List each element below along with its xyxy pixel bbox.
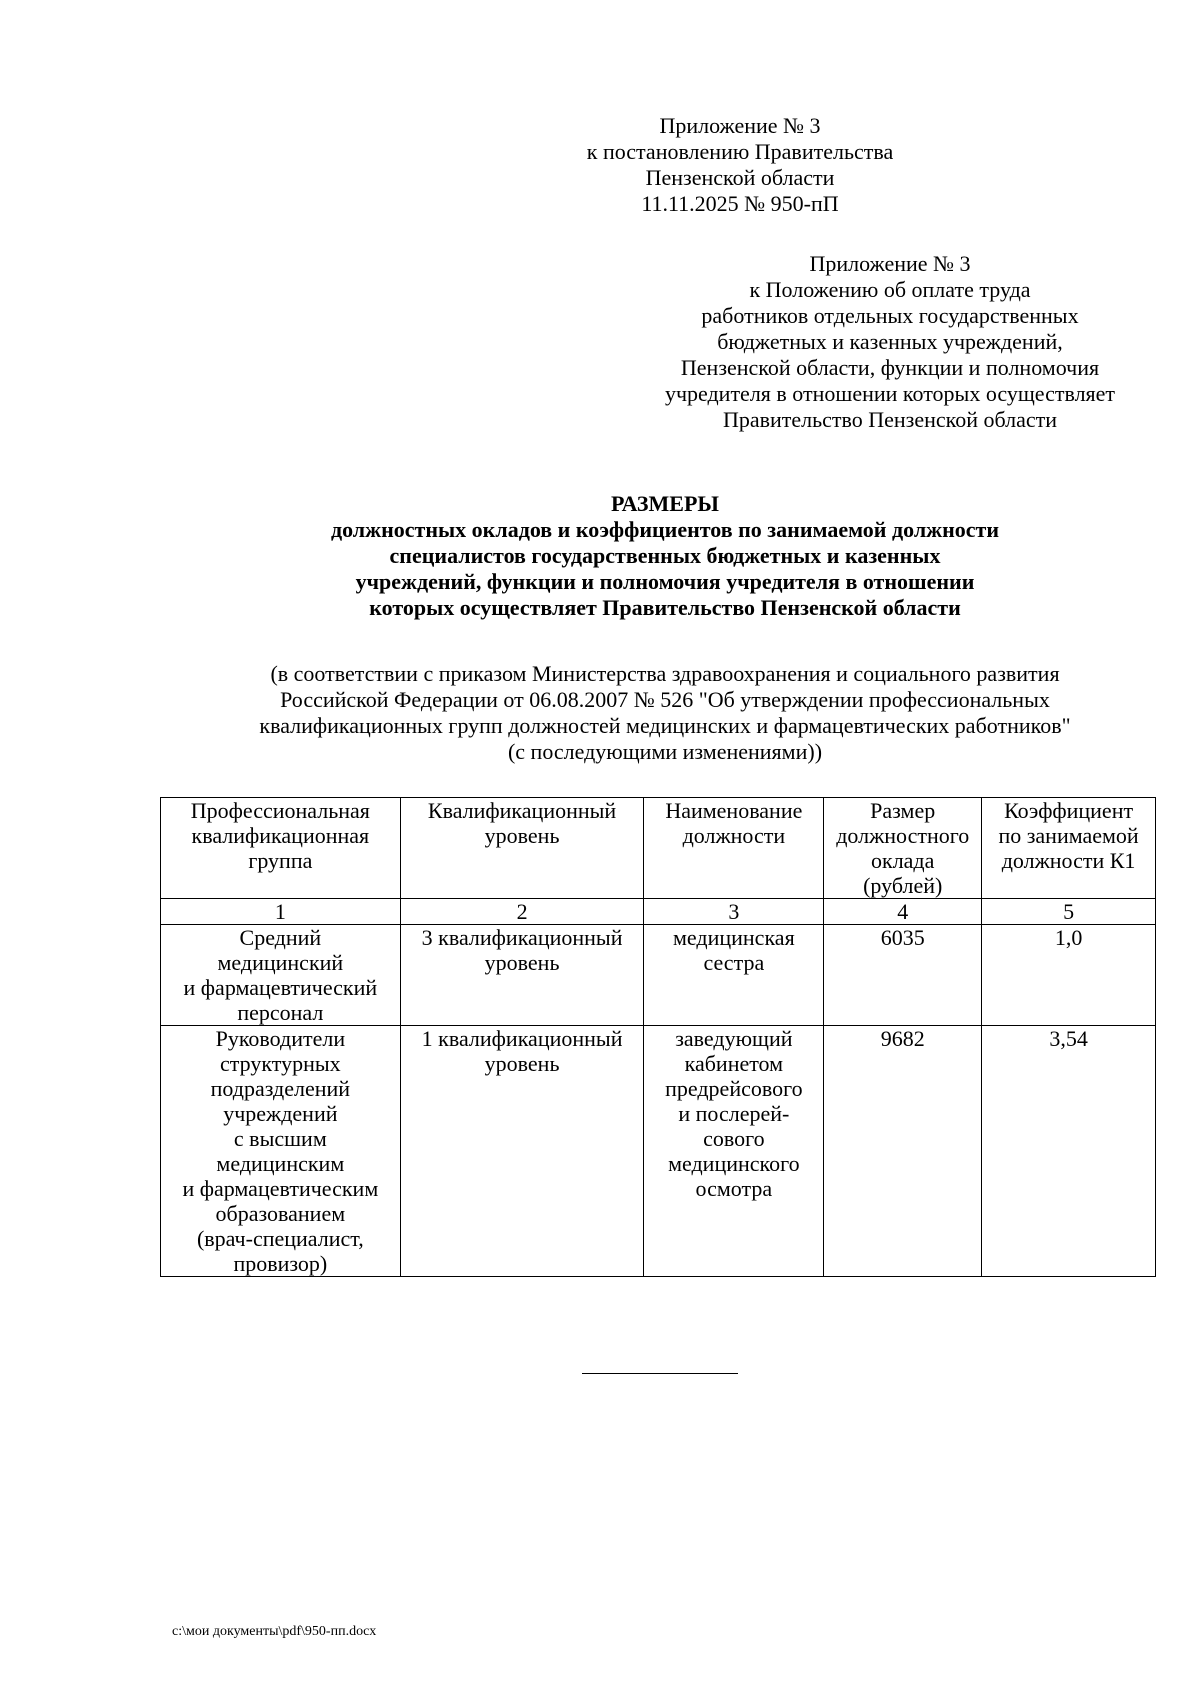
column-number: 5 xyxy=(982,899,1156,925)
annex-line: учредителя в отношении которых осуществляет xyxy=(664,381,1116,406)
column-header-coefficient: Коэффициент по занимаемой должности К1 xyxy=(982,798,1156,899)
column-header-salary: Размер должностного оклада (рублей) xyxy=(824,798,982,899)
title-line: учреждений, функции и полномочия учредителя в отношении xyxy=(355,569,975,594)
end-divider xyxy=(582,1373,738,1374)
column-header-level: Квалификационный уровень xyxy=(400,798,644,899)
salary-table xyxy=(160,797,1156,1277)
cell-position: медицинская сестра xyxy=(644,925,824,1026)
annex-to-regulation xyxy=(610,251,1170,433)
column-number: 2 xyxy=(400,899,644,925)
cell-group: Средний медицинский и фармацевтический персонал xyxy=(161,925,401,1026)
annex-line: к Положению об оплате труда xyxy=(749,277,1031,302)
annex-to-resolution xyxy=(540,113,940,217)
cell-coefficient: 3,54 xyxy=(982,1026,1156,1277)
column-header-position: Наименование должности xyxy=(644,798,824,899)
annex-line: Пензенской области, функции и полномочия xyxy=(680,355,1100,380)
footer-file-path: c:\мои документы\pdf\950-пп.docx xyxy=(172,1624,377,1639)
annex-line: Правительство Пензенской области xyxy=(722,407,1058,432)
basis-line: (в соответствии с приказом Министерства здравоохранения и социального развития xyxy=(270,661,1060,686)
annex-line: бюджетных и казенных учреждений, xyxy=(717,329,1063,354)
annex-line: к постановлению Правительства xyxy=(586,139,894,164)
cell-position: заведующий кабинетом предрейсового и послерей- сового медицинского осмотра xyxy=(644,1026,824,1277)
annex-date-number: 11.11.2025 № 950-пП xyxy=(641,191,839,216)
column-number: 1 xyxy=(161,899,401,925)
title-line: специалистов государственных бюджетных и казенных xyxy=(389,543,941,568)
annex-line: Приложение № 3 xyxy=(659,113,821,138)
column-header-group: Профессиональная квалификационная группа xyxy=(161,798,401,899)
cell-level: 3 квалификационный уровень xyxy=(400,925,644,1026)
column-number: 4 xyxy=(824,899,982,925)
table-row xyxy=(161,1026,1156,1277)
title-heading: РАЗМЕРЫ xyxy=(610,491,720,516)
title-line: должностных окладов и коэффициентов по занимаемой должности xyxy=(330,517,1000,542)
cell-level: 1 квалификационный уровень xyxy=(400,1026,644,1277)
basis-line: Российской Федерации от 06.08.2007 № 526 "Об утверждении профессиональных xyxy=(280,687,1050,712)
cell-group: Руководители структурных подразделений учреждений с высшим медицинским и фармацевтическим образованием (врач-специалист, провизор) xyxy=(161,1026,401,1277)
legal-basis xyxy=(160,661,1170,765)
cell-salary: 6035 xyxy=(824,925,982,1026)
annex-line: Пензенской области xyxy=(645,165,835,190)
table-header-row xyxy=(161,798,1156,899)
table-row xyxy=(161,925,1156,1026)
title-line: которых осуществляет Правительство Пензенской области xyxy=(369,595,961,620)
annex-line: работников отдельных государственных xyxy=(701,303,1079,328)
cell-salary: 9682 xyxy=(824,1026,982,1277)
annex-line: Приложение № 3 xyxy=(809,251,971,276)
cell-coefficient: 1,0 xyxy=(982,925,1156,1026)
column-number: 3 xyxy=(644,899,824,925)
document-title xyxy=(160,491,1170,621)
basis-line: (с последующими изменениями)) xyxy=(507,739,823,764)
basis-line: квалификационных групп должностей медицинских и фармацевтических работников" xyxy=(259,713,1071,738)
column-number-row xyxy=(161,899,1156,925)
